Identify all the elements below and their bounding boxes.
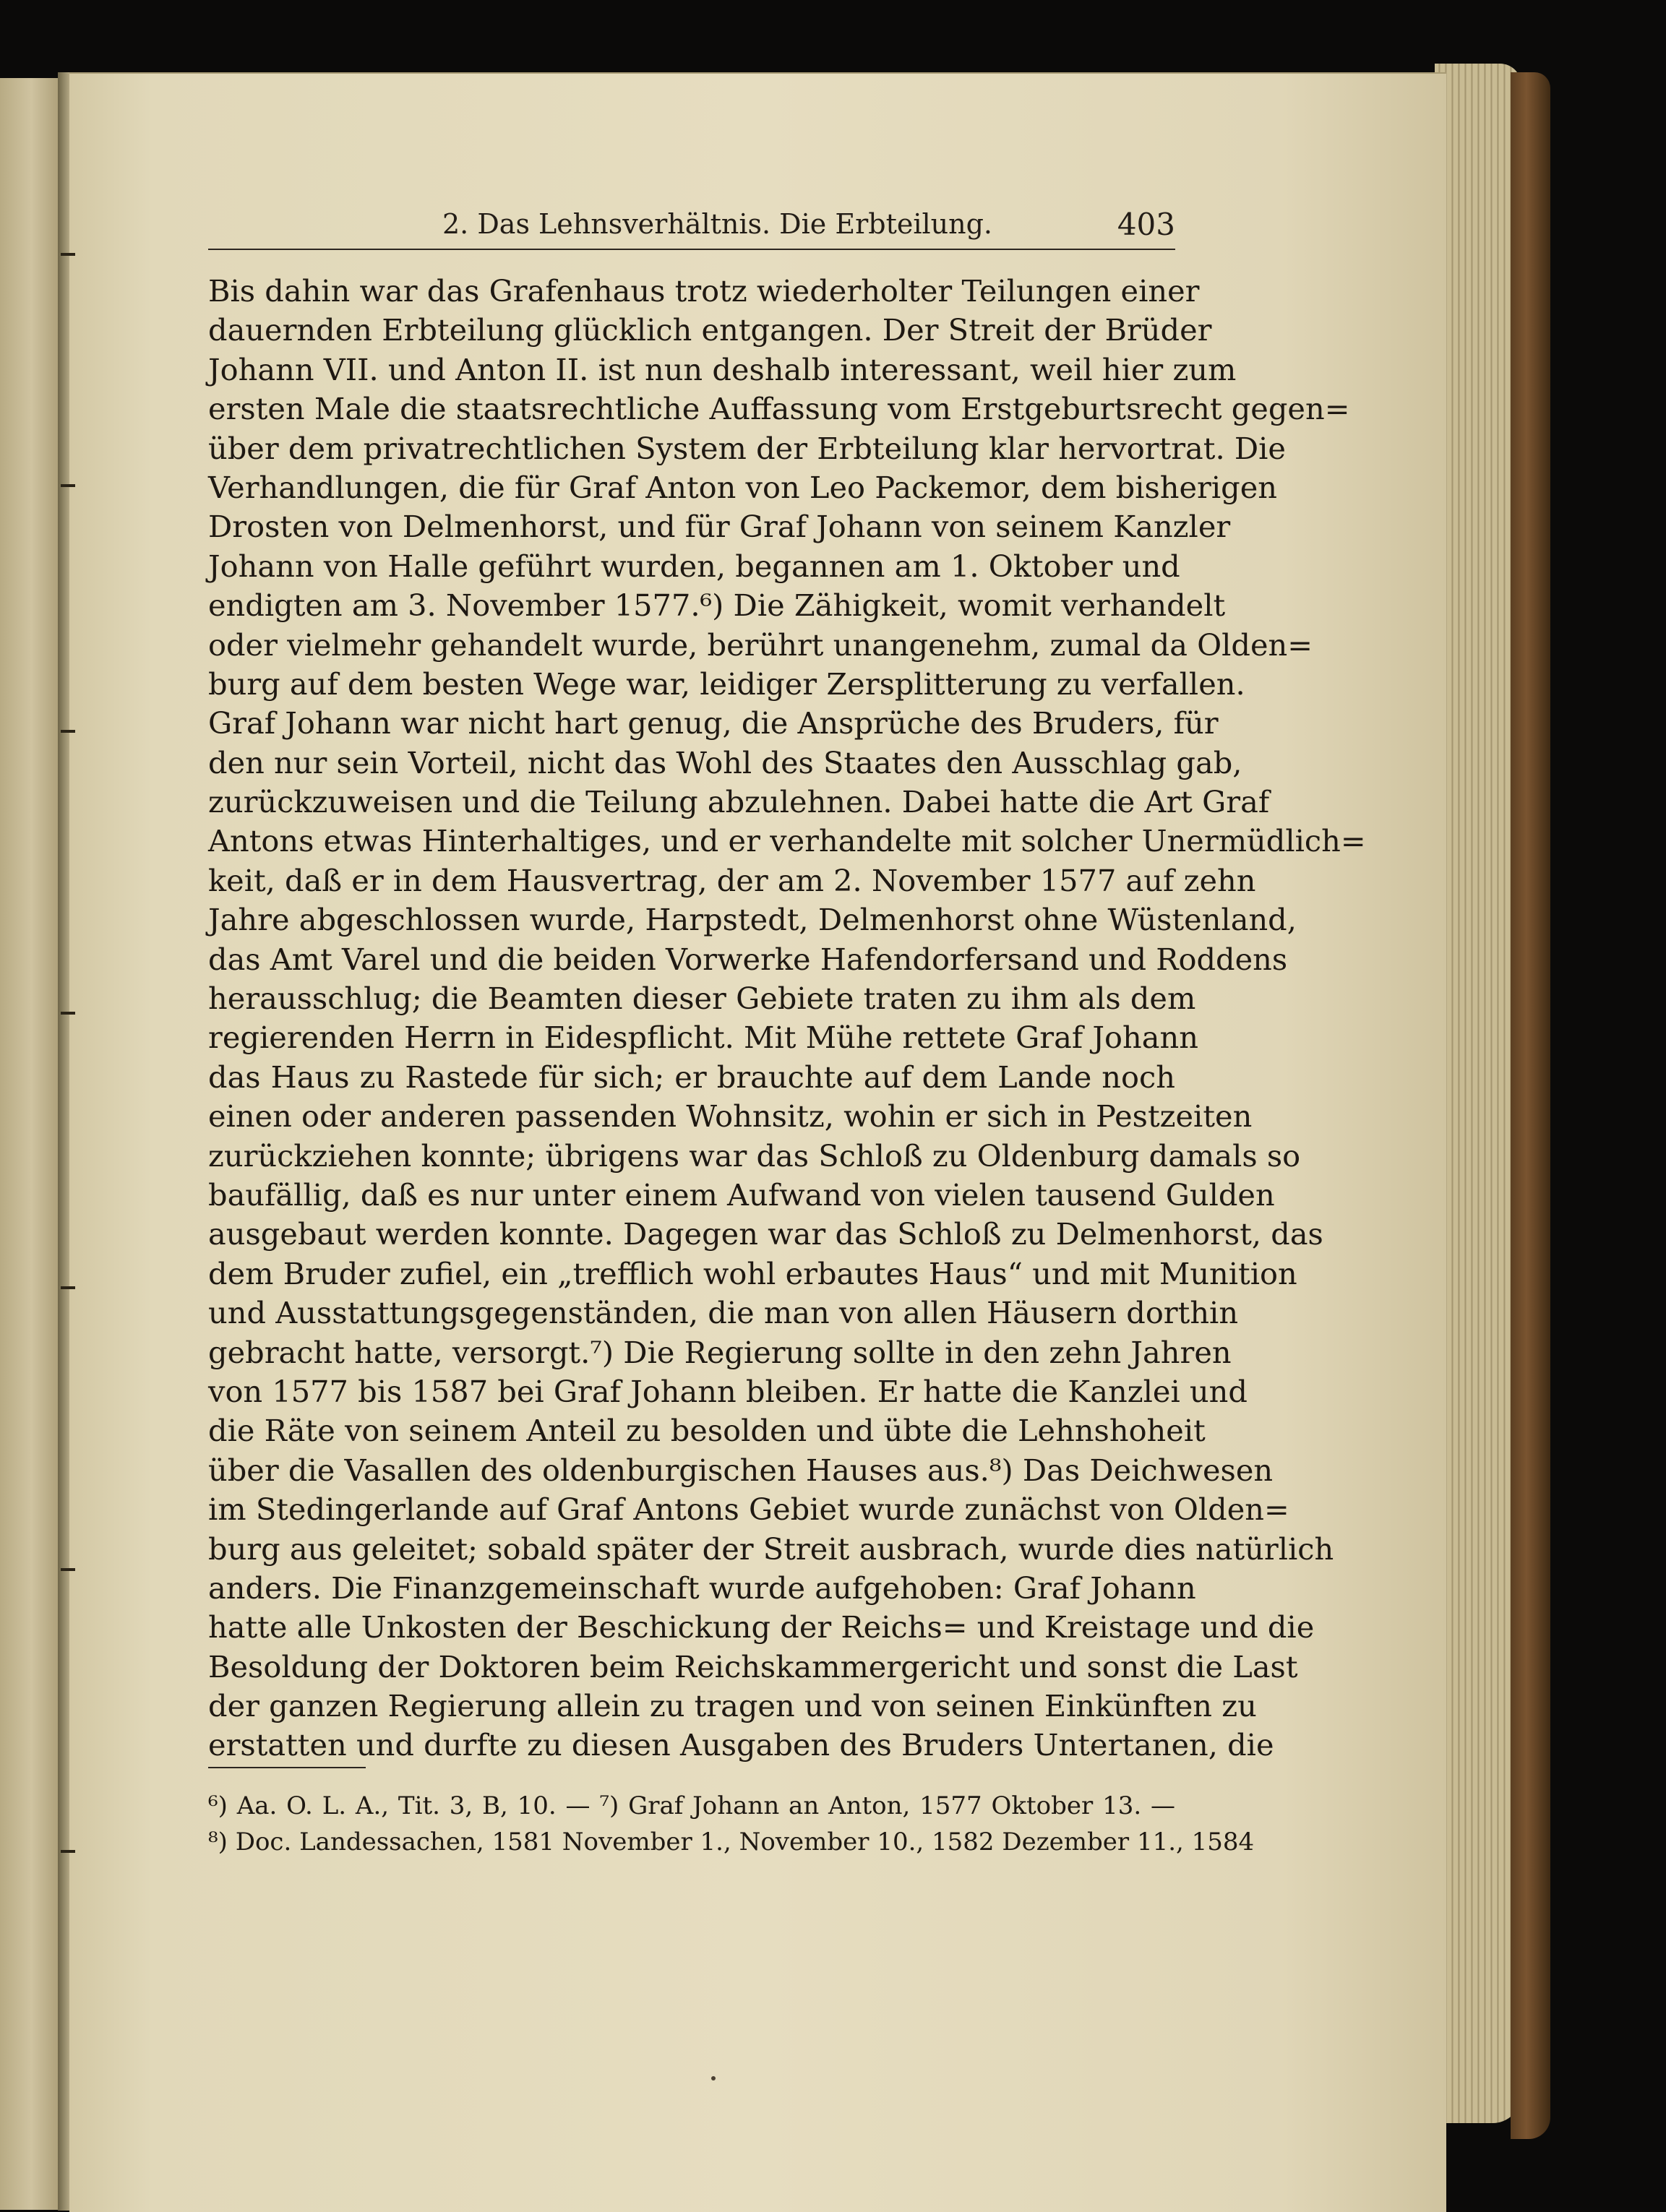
text-line: zurückzuweisen und die Teilung abzulehnen. Dabei hatte die Art Graf bbox=[208, 784, 1270, 820]
text-line: einen oder anderen passenden Wohnsitz, wohin er sich in Pestzeiten bbox=[208, 1098, 1253, 1135]
text-line: der ganzen Regierung allein zu tragen und von seinen Einkünften zu bbox=[208, 1688, 1257, 1724]
page-number: 403 bbox=[1117, 207, 1175, 242]
text-line: Johann VII. und Anton II. ist nun deshalb interessant, weil hier zum bbox=[208, 351, 1237, 387]
text-line: ersten Male die staatsrechtliche Auffassung vom Erstgeburtsrecht gegen= bbox=[208, 391, 1350, 427]
text-line: herausschlug; die Beamten dieser Gebiete traten zu ihm als dem bbox=[208, 981, 1196, 1017]
text-line: im Stedingerlande auf Graf Antons Gebiet wurde zunächst von Olden= bbox=[208, 1492, 1289, 1528]
text-line: und Ausstattungsgegenständen, die man von allen Häusern dorthin bbox=[208, 1295, 1239, 1331]
binding-stitch bbox=[61, 1568, 75, 1571]
binding-stitch bbox=[61, 730, 75, 733]
text-line: das Haus zu Rastede für sich; er brauchte auf dem Lande noch bbox=[208, 1059, 1175, 1095]
text-line: zurückziehen konnte; übrigens war das Schloß zu Oldenburg damals so bbox=[208, 1137, 1301, 1174]
text-line: dem Bruder zufiel, ein „trefflich wohl erbautes Haus“ und mit Munition bbox=[208, 1255, 1297, 1291]
text-line: Drosten von Delmenhorst, und für Graf Johann von seinem Kanzler bbox=[208, 509, 1231, 545]
footnote-line: ⁸) Doc. Landessachen, 1581 November 1., November 10., 1582 Dezember 11., 1584 bbox=[208, 1828, 1255, 1856]
binding-stitch bbox=[61, 253, 75, 256]
footnote-line: ⁶) Aa. O. L. A., Tit. 3, B, 10. — ⁷) Graf Johann an Anton, 1577 Oktober 13. — bbox=[208, 1791, 1175, 1820]
binding-stitch bbox=[61, 1286, 75, 1289]
text-line: hatte alle Unkosten der Beschickung der Reichs= und Kreistage und die bbox=[208, 1609, 1315, 1645]
text-line: endigten am 3. November 1577.⁶) Die Zähigkeit, womit verhandelt bbox=[208, 588, 1226, 624]
text-line: Besoldung der Doktoren beim Reichskammergericht und sonst die Last bbox=[208, 1648, 1298, 1684]
text-line: erstatten und durfte zu diesen Ausgaben des Bruders Untertanen, die bbox=[208, 1727, 1274, 1763]
running-header bbox=[208, 204, 1175, 250]
footnotes bbox=[208, 1788, 1255, 1860]
text-line: baufällig, daß es nur unter einem Aufwand von vielen tausend Gulden bbox=[208, 1176, 1275, 1213]
text-line: die Räte von seinem Anteil zu besolden und übte die Lehnshoheit bbox=[208, 1413, 1206, 1449]
text-line: über die Vasallen des oldenburgischen Hauses aus.⁸) Das Deichwesen bbox=[208, 1452, 1274, 1488]
text-line: oder vielmehr gehandelt wurde, berührt unangenehm, zumal da Olden= bbox=[208, 627, 1313, 663]
text-line: Bis dahin war das Grafenhaus trotz wiederholter Teilungen einer bbox=[208, 273, 1200, 309]
text-line: Graf Johann war nicht hart genug, die Ansprüche des Bruders, für bbox=[208, 705, 1219, 741]
text-line: Antons etwas Hinterhaltiges, und er verhandelte mit solcher Unermüdlich= bbox=[208, 823, 1366, 859]
text-line: Jahre abgeschlossen wurde, Harpstedt, Delmenhorst ohne Wüstenland, bbox=[208, 902, 1297, 938]
text-line: dauernden Erbteilung glücklich entgangen. Der Streit der Brüder bbox=[208, 312, 1212, 348]
page-block-edge bbox=[1435, 64, 1521, 2123]
text-line: von 1577 bis 1587 bei Graf Johann bleiben. Er hatte die Kanzlei und bbox=[208, 1373, 1248, 1409]
text-line: keit, daß er in dem Hausvertrag, der am 2. November 1577 auf zehn bbox=[208, 862, 1256, 898]
text-line: burg aus geleitet; sobald später der Streit ausbrach, wurde dies natürlich bbox=[208, 1531, 1334, 1567]
text-line: anders. Die Finanzgemeinschaft wurde aufgehoben: Graf Johann bbox=[208, 1570, 1196, 1606]
text-line: den nur sein Vorteil, nicht das Wohl des Staates den Ausschlag gab, bbox=[208, 744, 1242, 780]
text-line: regierenden Herrn in Eidespflicht. Mit Mühe rettete Graf Johann bbox=[208, 1020, 1198, 1056]
text-line: über dem privatrechtlichen System der Erbteilung klar hervortrat. Die bbox=[208, 430, 1286, 466]
binding-stitch bbox=[61, 1012, 75, 1015]
footnote-rule bbox=[208, 1767, 366, 1768]
running-title: 2. Das Lehnsverhältnis. Die Erbteilung. bbox=[442, 208, 993, 240]
binding-stitch bbox=[61, 1850, 75, 1853]
book-cover-edge bbox=[1511, 72, 1550, 2139]
text-line: Verhandlungen, die für Graf Anton von Leo Packemor, dem bisherigen bbox=[208, 469, 1278, 505]
binding-stitch bbox=[61, 484, 75, 487]
text-line: Johann von Halle geführt wurden, begannen am 1. Oktober und bbox=[208, 548, 1180, 584]
text-line: gebracht hatte, versorgt.⁷) Die Regierung sollte in den zehn Jahren bbox=[208, 1334, 1232, 1370]
body-text bbox=[208, 272, 1366, 1765]
paper-speck bbox=[711, 2076, 716, 2080]
text-line: das Amt Varel und die beiden Vorwerke Hafendorfersand und Roddens bbox=[208, 941, 1288, 977]
text-line: burg auf dem besten Wege war, leidiger Zersplitterung zu verfallen. bbox=[208, 666, 1245, 702]
text-line: ausgebaut werden konnte. Dagegen war das Schloß zu Delmenhorst, das bbox=[208, 1216, 1323, 1252]
